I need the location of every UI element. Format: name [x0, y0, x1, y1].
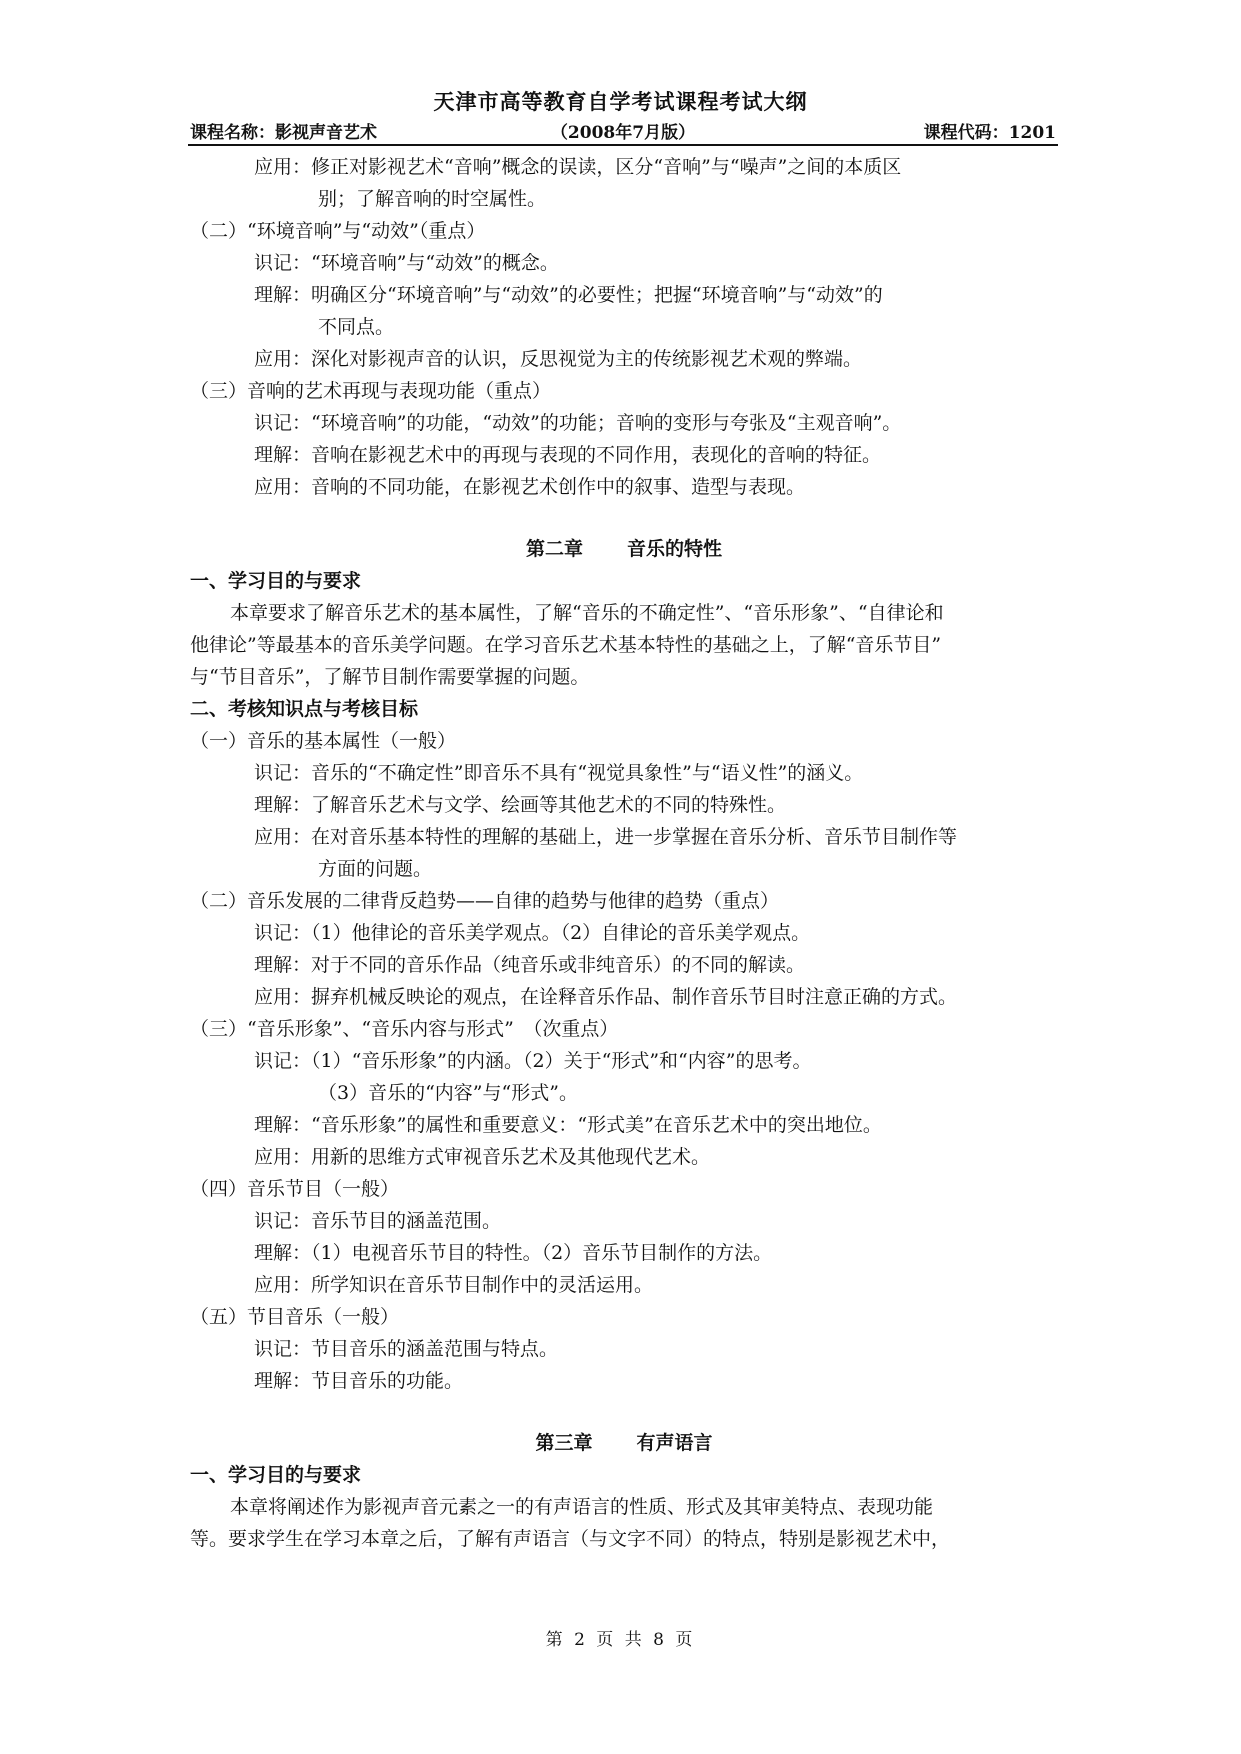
chapter-title: 有声语言 — [636, 1432, 713, 1454]
chapter-heading — [190, 533, 1058, 565]
text-line: 识记：“环境音响”与“动效”的概念。 — [254, 252, 559, 274]
subsection-heading: （三）“音乐形象”、“音乐内容与形式” （次重点） — [190, 1018, 619, 1040]
subsection-heading: （五）节目音乐（一般） — [190, 1306, 400, 1328]
text-line: 识记：（1）他律论的音乐美学观点。（2）自律论的音乐美学观点。 — [254, 922, 811, 944]
text-line: 识记：音乐的“不确定性”即音乐不具有“视觉具象性”与“语义性”的涵义。 — [254, 762, 864, 784]
chapter-title: 音乐的特性 — [627, 538, 723, 560]
section-heading: 一、学习目的与要求 — [190, 1464, 362, 1486]
subsection-heading: （二）“环境音响”与“动效”（重点） — [190, 220, 486, 242]
text-line: 理解：（1）电视音乐节目的特性。（2）音乐节目制作的方法。 — [254, 1242, 773, 1264]
chapter-number: 第三章 — [535, 1432, 593, 1454]
text-line: 识记：音乐节目的涵盖范围。 — [254, 1210, 502, 1232]
paragraph-line: 本章将阐述作为影视声音元素之一的有声语言的性质、形式及其审美特点、表现功能 — [230, 1496, 934, 1518]
syllabus-title: 天津市高等教育自学考试课程考试大纲 — [433, 89, 808, 114]
subsection-heading: （三）音响的艺术再现与表现功能（重点） — [190, 380, 552, 402]
text-line: 应用：所学知识在音乐节目制作中的灵活运用。 — [254, 1274, 654, 1296]
subsection-heading: （四）音乐节目（一般） — [190, 1178, 400, 1200]
text-line: 理解：了解音乐艺术与文学、绘画等其他艺术的不同的特殊性。 — [254, 794, 787, 816]
header-divider — [188, 144, 1058, 146]
text-line: 不同点。 — [318, 316, 395, 338]
text-line: 应用：修正对影视艺术“音响”概念的误读，区分“音响”与“噪声”之间的本质区 — [254, 156, 902, 178]
page-number: 第 2 页 共 8 页 — [545, 1630, 696, 1650]
paragraph-line: 本章要求了解音乐艺术的基本属性，了解“音乐的不确定性”、“音乐形象”、“自律论和 — [230, 602, 944, 624]
text-line: 应用：音响的不同功能，在影视艺术创作中的叙事、造型与表现。 — [254, 476, 806, 498]
text-line: 理解：音响在影视艺术中的再现与表现的不同作用，表现化的音响的特征。 — [254, 444, 882, 466]
section-heading: 一、学习目的与要求 — [190, 570, 362, 592]
paragraph-line: 与“节目音乐”，了解节目制作需要掌握的问题。 — [190, 666, 590, 688]
text-line: 理解：节目音乐的功能。 — [254, 1370, 464, 1392]
text-line: 应用：用新的思维方式审视音乐艺术及其他现代艺术。 — [254, 1146, 711, 1168]
chapter-heading — [190, 1427, 1058, 1459]
text-line: 方面的问题。 — [318, 858, 433, 880]
paragraph-line: 等。要求学生在学习本章之后，了解有声语言（与文字不同）的特点，特别是影视艺术中， — [190, 1528, 951, 1550]
text-line: （3）音乐的“内容”与“形式”。 — [318, 1082, 578, 1104]
text-line: 理解：明确区分“环境音响”与“动效”的必要性；把握“环境音响”与“动效”的 — [254, 284, 883, 306]
text-line: 应用：深化对影视声音的认识，反思视觉为主的传统影视艺术观的弊端。 — [254, 348, 863, 370]
text-line: 别；了解音响的时空属性。 — [318, 188, 547, 210]
subsection-heading: （二）音乐发展的二律背反趋势——自律的趋势与他律的趋势（重点） — [190, 890, 780, 912]
text-line: 应用：摒弃机械反映论的观点，在诠释音乐作品、制作音乐节目时注意正确的方式。 — [254, 986, 958, 1008]
paragraph-line: 他律论”等最基本的音乐美学问题。在学习音乐艺术基本特性的基础之上，了解“音乐节目” — [190, 634, 942, 656]
chapter-number: 第二章 — [525, 538, 583, 560]
section-heading: 二、考核知识点与考核目标 — [190, 698, 419, 720]
text-line: 识记：（1）“音乐形象”的内涵。（2）关于“形式”和“内容”的思考。 — [254, 1050, 812, 1072]
text-line: 理解：“音乐形象”的属性和重要意义：“形式美”在音乐艺术中的突出地位。 — [254, 1114, 882, 1136]
document-body — [190, 151, 1058, 1555]
text-line: 识记：节目音乐的涵盖范围与特点。 — [254, 1338, 559, 1360]
header-row — [190, 118, 1056, 144]
edition-label: （2008年7月版） — [550, 123, 696, 143]
course-name: 课程名称：影视声音艺术 — [190, 123, 377, 143]
text-line: 识记：“环境音响”的功能，“动效”的功能；音响的变形与夸张及“主观音响”。 — [254, 412, 902, 434]
course-code: 课程代码：1201 — [923, 123, 1056, 143]
text-line: 应用：在对音乐基本特性的理解的基础上，进一步掌握在音乐分析、音乐节目制作等 — [254, 826, 958, 848]
text-line: 理解：对于不同的音乐作品（纯音乐或非纯音乐）的不同的解读。 — [254, 954, 806, 976]
subsection-heading: （一）音乐的基本属性（一般） — [190, 730, 457, 752]
